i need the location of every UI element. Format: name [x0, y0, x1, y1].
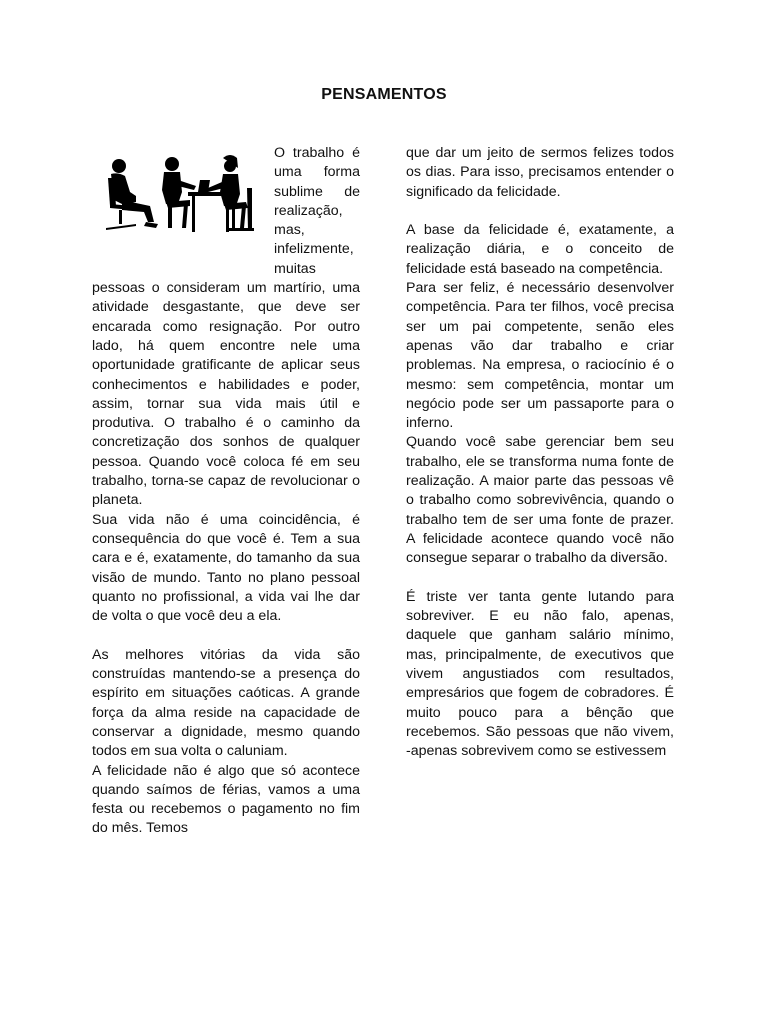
meeting-illustration — [92, 144, 272, 260]
paragraph-gap — [406, 202, 674, 221]
paragraph-gap — [92, 626, 360, 645]
right-paragraph-3: Para ser feliz, é necessário desenvolver competência. Para ter filhos, você precisa ser um pai competente, senão eles apenas vão dar trabalho e criar problemas. Na empresa, o raciocínio é o mesmo: sem competência, montar um negócio pode ser um passaporte para o inferno. — [406, 280, 674, 432]
right-paragraph-5: É triste ver tanta gente lutando para sobreviver. E eu não falo, apenas, daquele que ganham salário mínimo, mas, principalmente, de executivos que vivem angustiados com resultados, empresários que fogem de cobradores. É muito pouco para a bênção que recebemos. São pessoas que não vivem, -apenas sobrevivem como se estivessem — [406, 588, 674, 760]
right-paragraph-2: A base da felicidade é, exatamente, a realização diária, e o conceito de felicidade está baseado na competência. — [406, 222, 674, 277]
paragraph-gap — [406, 569, 674, 588]
right-column — [406, 144, 674, 762]
left-paragraph-2: Sua vida não é uma coincidência, é consequência do que você é. Tem a sua cara e é, exatamente, do tamanho da sua visão de mundo. Tanto no plano pessoal quanto no profissional, a vida vai lhe dar de volta o que você deu a ela. — [92, 511, 360, 625]
left-paragraph-3: As melhores vitórias da vida são construídas mantendo-se a presença do espírito em situações caóticas. A grande força da alma reside na capacidade de conservar a dignidade, mesmo quando todos em sua volta o caluniam. — [92, 646, 360, 760]
left-column — [92, 144, 360, 839]
business-meeting-silhouette-icon — [92, 144, 272, 244]
left-paragraph-4: A felicidade não é algo que só acontece quando saímos de férias, vamos a uma festa ou recebemos o pagamento no fim do mês. Temos — [92, 762, 360, 837]
left-paragraph-1: O trabalho é uma forma sublime de realização, mas, infelizmente, muitas pessoas o consideram um martírio, uma atividade desgastante, que deve ser encarada como resignação. Por outro lado, há quem encontre nele uma oportunidade gratificante de aplicar seus conhecimentos e habilidades e poder, assim, tornar sua vida mais útil e produtiva. O trabalho é o caminho da concretização dos sonhos de qualquer pessoa. Quando você coloca fé em seu trabalho, torna-se capaz de revolucionar o planeta. — [92, 145, 360, 509]
right-paragraph-4: Quando você sabe gerenciar bem seu trabalho, ele se transforma numa fonte de realização. A maior parte das pessoas vê o trabalho como sobrevivência, quando o trabalho tem de ser uma fonte de prazer. A felicidade acontece quando você não consegue separar o trabalho da diversão. — [406, 434, 674, 567]
page-title: PENSAMENTOS — [321, 86, 447, 103]
right-paragraph-1: que dar um jeito de sermos felizes todos os dias. Para isso, precisamos entender o significado da felicidade. — [406, 145, 674, 200]
